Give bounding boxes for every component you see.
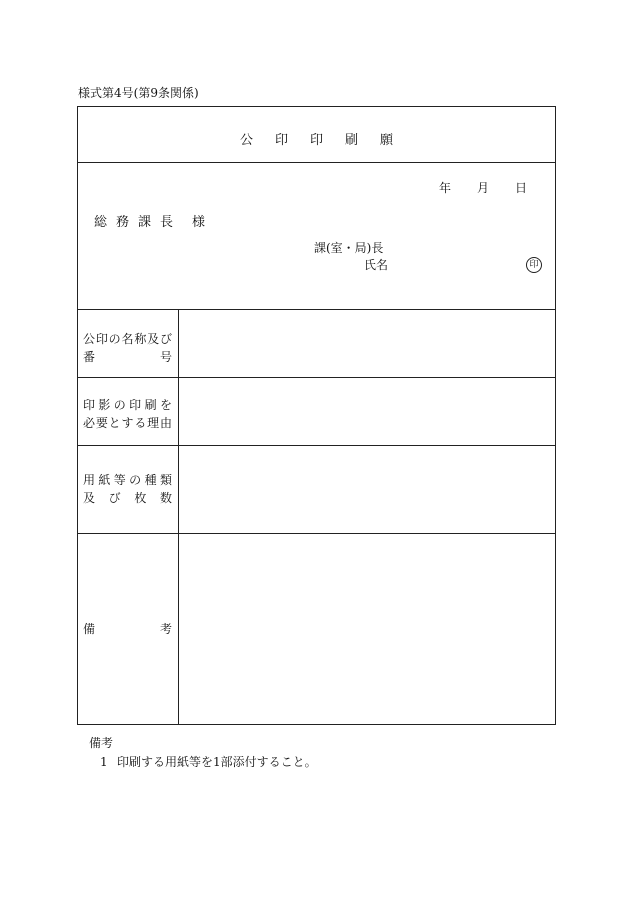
divider-title	[78, 162, 555, 163]
label-char: す	[121, 416, 134, 430]
row-label-paper-line2	[83, 489, 172, 507]
label-char: 影	[98, 398, 111, 412]
label-char: 要	[95, 416, 108, 430]
label-char: 名	[121, 332, 134, 346]
label-column-divider	[178, 309, 179, 724]
label-char: 印	[83, 398, 96, 412]
label-char: の	[108, 332, 121, 346]
date-month: 月	[476, 181, 489, 195]
addressee	[94, 211, 214, 230]
label-char: 枚	[134, 491, 147, 505]
notes-title: 備考	[89, 736, 114, 750]
applicant-department: 課(室・局)長	[314, 241, 384, 255]
notes-item-text: 印刷する用紙等を1部添付すること。	[117, 755, 317, 769]
date-day: 日	[514, 181, 527, 195]
label-char: 番	[83, 350, 96, 364]
form-number: 様式第4号(第9条関係)	[78, 86, 199, 100]
label-char: び	[159, 332, 172, 346]
form-title: 公印印刷願	[239, 133, 415, 148]
label-char: 必	[83, 416, 96, 430]
notes-item-number: 1	[100, 755, 108, 769]
row-label-remarks	[83, 620, 172, 638]
label-char: 等	[113, 473, 126, 487]
row-label-paper	[83, 471, 172, 507]
addressee-name: 総務課長	[94, 215, 183, 230]
label-char: 称	[134, 332, 147, 346]
notes-item	[100, 753, 317, 770]
divider-row2	[78, 445, 555, 446]
row-label-seal-name-line1	[83, 330, 172, 348]
label-char: 紙	[98, 473, 111, 487]
label-char: る	[134, 416, 147, 430]
label-char: 理	[147, 416, 160, 430]
applicant-name-label: 氏名	[364, 258, 389, 272]
label-char: 号	[159, 350, 172, 364]
seal-mark: 印	[526, 257, 542, 273]
label-char: 用	[83, 473, 96, 487]
application-form	[77, 106, 556, 725]
label-char: 類	[159, 473, 172, 487]
row-label-paper-line1	[83, 471, 172, 489]
row-label-reason	[83, 396, 172, 432]
label-char: の	[129, 473, 142, 487]
label-char: 刷	[144, 398, 157, 412]
date-year: 年	[438, 181, 451, 195]
date-line	[439, 179, 527, 196]
label-char: 公	[83, 332, 96, 346]
label-char: 備	[83, 622, 96, 636]
label-char: 数	[159, 491, 172, 505]
label-char: 種	[144, 473, 157, 487]
label-char: 及	[83, 491, 96, 505]
label-char: び	[108, 491, 121, 505]
label-char: を	[159, 398, 172, 412]
label-char: 考	[159, 622, 172, 636]
row-label-reason-line2	[83, 414, 172, 432]
label-char: 由	[159, 416, 172, 430]
row-label-remarks-line1	[83, 620, 172, 638]
divider-row1	[78, 377, 555, 378]
addressee-suffix: 様	[192, 215, 215, 230]
label-char: 及	[147, 332, 160, 346]
row-label-seal-name-line2	[83, 348, 172, 366]
label-char: と	[108, 416, 121, 430]
label-char: 印	[95, 332, 108, 346]
label-char: 印	[129, 398, 142, 412]
divider-row3	[78, 533, 555, 534]
row-label-reason-line1	[83, 396, 172, 414]
divider-header	[78, 309, 555, 310]
row-label-seal-name	[83, 330, 172, 366]
label-char: の	[113, 398, 126, 412]
